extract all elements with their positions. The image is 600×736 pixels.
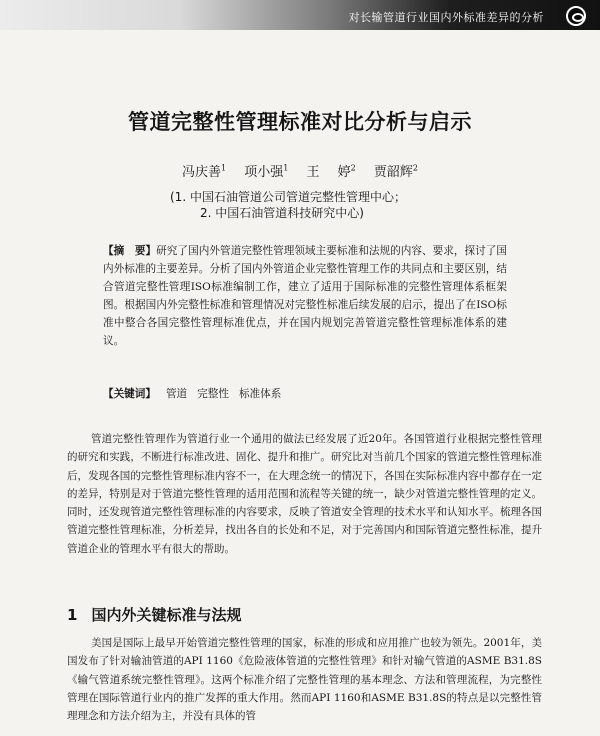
author-name: 王 婷$^2$ bbox=[306, 163, 356, 180]
keywords bbox=[103, 386, 507, 401]
running-header-title: 对长输管道行业国内外标准差异的分析 bbox=[348, 11, 544, 24]
keywords-label: 【关键词】 bbox=[103, 388, 156, 400]
affiliation-line: 2. 中国石油管道科技研究中心) bbox=[200, 206, 364, 220]
keyword: 管道 bbox=[165, 388, 188, 400]
affiliation-line: (1. 中国石油管道公司管道完整性管理中心； bbox=[170, 190, 406, 204]
author-list bbox=[0, 161, 600, 180]
intro-paragraph: 管道完整性管理作为管道行业一个通用的做法已经发展了近20年。各国管道行业根据完整性管理的研究和实践，不断进行标准改进、固化、提升和推广。研究比对当前几个国家的管道完整性管理标准后，发现各国的完整性管理标准内容不一，在大理念统一的情况下，各国在实际标准内容中都存在一定的差异，特别是对于管道完整性管理的适用范围和流程等关键的统一，缺少对管道完整性管理的定义。同时，还发现管道完整性管理标准的内容要求，反映了管道安全管理的技术水平和认知水平。梳理各国管道完整性管理标准，分析差异，找出各自的长处和不足，对于完善国内和国际管道完整性标准，提升管道企业的管理水平有很大的帮助。 bbox=[67, 433, 542, 555]
section-title: 国内外关键标准与法规 bbox=[91, 606, 242, 624]
section-number: 1 bbox=[67, 606, 78, 624]
running-header-band bbox=[0, 0, 600, 30]
abstract bbox=[103, 242, 507, 351]
keyword: 标准体系 bbox=[238, 388, 282, 400]
affiliations bbox=[170, 189, 406, 221]
keyword: 完整性 bbox=[197, 388, 229, 400]
author-name: 项小强$^1$ bbox=[244, 163, 289, 180]
abstract-label: 【摘 要】 bbox=[103, 245, 157, 257]
abstract-text: 研究了国内外管道完整性管理领域主要标准和法规的内容、要求，探讨了国内外标准的主要差异。分析了国内外管道企业完整性管理工作的共同点和主要区别，结合管道完整性管理ISO标准编制工作，建立了适用于国际标准的完整性管理体系框架图。根据国内外完整性标准和管理情况对完整性标准后续发展的启示，提出了在ISO标准中整合各国完整性管理标准优点，并在国内规划完善管道完整性管理标准体系的建议。 bbox=[103, 245, 508, 348]
journal-logo-icon bbox=[566, 6, 586, 26]
section-paragraph: 美国是国际上最早开始管道完整性管理的国家，标准的形成和应用推广也较为领先。2001年，美国发布了针对输油管道的API 1160《危险液体管道的完整性管理》和针对输气管道的ASME B31.8S《输气管道系统完整性管理》。这两个标准介绍了完整性管理的基本理念、方法和管理流程，为完整性管理在国际管道行业内的推广发挥的重大作用。然而API 1160和ASME B31.8S的特点是以完整性管理理念和方法介绍为主，并没有具体的管 bbox=[67, 637, 542, 723]
author-name: 贾韶辉$^2$ bbox=[373, 163, 418, 180]
paper-title: 管道完整性管理标准对比分析与启示 bbox=[128, 110, 472, 134]
section-heading bbox=[67, 604, 241, 625]
author-name: 冯庆善$^1$ bbox=[182, 163, 227, 180]
